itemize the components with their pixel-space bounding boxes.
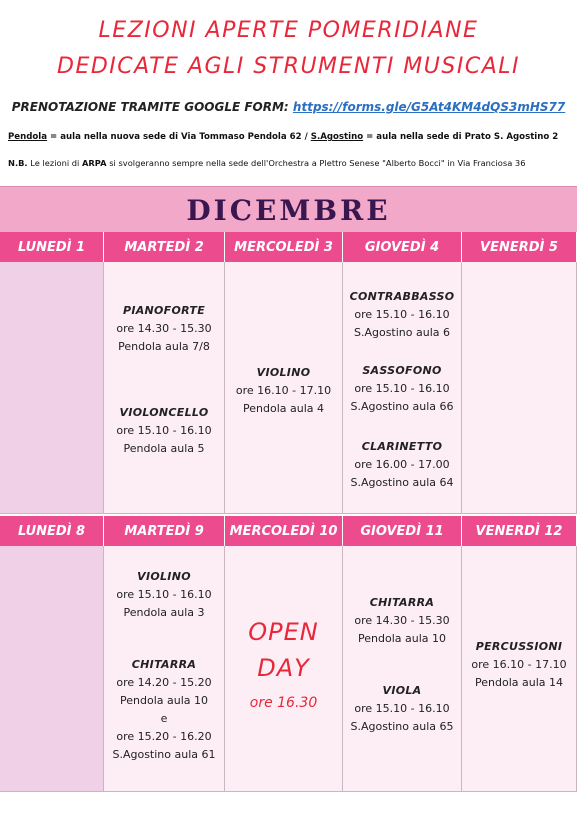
instrument: PIANOFORTE <box>122 304 206 317</box>
lesson-time: ore 16.00 - 17.00 <box>354 458 450 471</box>
lesson-room-2: S.Agostino aula 61 <box>112 748 216 761</box>
lesson <box>104 568 224 622</box>
week-2-day-headers <box>0 516 577 546</box>
lesson-time: ore 14.30 - 15.30 <box>116 322 212 335</box>
lesson-time: ore 15.10 - 16.10 <box>354 308 450 321</box>
day-cell-mon <box>0 262 104 514</box>
instrument: CHITARRA <box>369 596 435 609</box>
sagostino-desc: = aula nella sede di Prato S. Agostino 2 <box>363 132 559 142</box>
instrument: CHITARRA <box>131 658 197 671</box>
lesson-time: ore 14.20 - 15.20 <box>116 676 212 689</box>
title-line-1: LEZIONI APERTE POMERIDIANE <box>98 18 479 43</box>
day-header: GIOVEDÌ 4 <box>343 232 462 262</box>
booking-url-link[interactable]: https://forms.gle/G5At4KM4dQS3mHS77 <box>292 100 566 114</box>
week-2 <box>0 516 577 792</box>
instrument: VIOLINO <box>256 366 311 379</box>
lesson-room: Pendola aula 7/8 <box>118 340 210 353</box>
booking-label: PRENOTAZIONE TRAMITE GOOGLE FORM: <box>11 100 289 114</box>
lesson-time: ore 15.10 - 16.10 <box>116 424 212 437</box>
lesson-room: Pendola aula 3 <box>123 606 205 619</box>
open-day-time: ore 16.30 <box>249 695 318 711</box>
day-header: MERCOLEDÌ 3 <box>225 232 343 262</box>
lesson-room: S.Agostino aula 66 <box>350 400 454 413</box>
lesson-time: ore 16.10 - 17.10 <box>235 384 332 397</box>
lesson <box>343 682 461 736</box>
lesson <box>343 288 461 342</box>
instrument: CLARINETTO <box>361 440 443 453</box>
instrument: CONTRABBASSO <box>349 290 455 303</box>
instrument: PERCUSSIONI <box>475 640 563 653</box>
day-cell-fri <box>462 546 577 792</box>
open-day <box>225 614 342 712</box>
day-cell-thu <box>343 262 462 514</box>
instrument: VIOLINO <box>137 570 191 583</box>
lesson <box>343 438 461 492</box>
day-header: VENERDÌ 12 <box>462 516 577 546</box>
lesson-time: ore 16.10 - 17.10 <box>471 658 567 671</box>
lesson-time: ore 15.10 - 16.10 <box>354 382 450 395</box>
and-connector: e <box>160 712 168 725</box>
lesson-time: ore 15.10 - 16.10 <box>116 588 212 601</box>
lesson-room: Pendola aula 4 <box>243 402 324 415</box>
lesson <box>343 594 461 648</box>
day-cell-fri <box>462 262 577 514</box>
day-header: VENERDÌ 5 <box>462 232 577 262</box>
day-header: MARTEDÌ 9 <box>104 516 225 546</box>
instrument: VIOLONCELLO <box>119 406 209 419</box>
lesson-room: Pendola aula 10 <box>358 632 446 645</box>
lesson-time: ore 14.30 - 15.30 <box>354 614 450 627</box>
lesson <box>462 638 576 692</box>
nb-text-2: si svolgeranno sempre nella sede dell'Orchestra a Plettro Senese "Alberto Bocci" in Via Franciosa 36 <box>106 158 526 168</box>
day-cell-tue <box>104 546 225 792</box>
pendola-term: Pendola <box>8 132 48 142</box>
lesson <box>104 302 224 356</box>
week-1 <box>0 232 577 514</box>
lesson-room: Pendola aula 14 <box>475 676 563 689</box>
day-cell-mon <box>0 546 104 792</box>
nb-text-1: Le lezioni di <box>27 158 82 168</box>
open-day-line-1: OPEN <box>248 618 319 646</box>
day-header: MERCOLEDÌ 10 <box>225 516 343 546</box>
lesson-room: S.Agostino aula 64 <box>350 476 454 489</box>
day-header: LUNEDÌ 8 <box>0 516 104 546</box>
day-header: LUNEDÌ 1 <box>0 232 104 262</box>
title-line-2: DEDICATE AGLI STRUMENTI MUSICALI <box>57 54 520 79</box>
day-header: GIOVEDÌ 11 <box>343 516 462 546</box>
week-1-day-headers <box>0 232 577 262</box>
booking-info <box>0 100 577 114</box>
nb-arpa: ARPA <box>82 158 107 168</box>
lesson <box>104 404 224 458</box>
pendola-desc: = aula nella nuova sede di Via Tommaso Pendola 62 / <box>47 132 311 142</box>
lesson-time: ore 15.10 - 16.10 <box>354 702 450 715</box>
lesson-room: S.Agostino aula 6 <box>353 326 451 339</box>
day-header: MARTEDÌ 2 <box>104 232 225 262</box>
lesson <box>225 364 342 418</box>
day-cell-wed <box>225 546 343 792</box>
day-cell-wed <box>225 262 343 514</box>
note <box>8 158 576 168</box>
locations-legend <box>8 132 576 142</box>
sagostino-term: S.Agostino <box>310 132 364 142</box>
nb-label: N.B. <box>8 158 28 168</box>
day-cell-tue <box>104 262 225 514</box>
lesson <box>104 656 224 764</box>
instrument: SASSOFONO <box>362 364 442 377</box>
lesson-room: S.Agostino aula 65 <box>350 720 454 733</box>
month-header: DICEMBRE <box>0 186 577 233</box>
day-cell-thu <box>343 546 462 792</box>
lesson-room: Pendola aula 5 <box>123 442 205 455</box>
open-day-line-2: DAY <box>257 654 310 682</box>
lesson-time-2: ore 15.20 - 16.20 <box>116 730 212 743</box>
lesson <box>343 362 461 416</box>
instrument: VIOLA <box>382 684 422 697</box>
lesson-room: Pendola aula 10 <box>120 694 208 707</box>
